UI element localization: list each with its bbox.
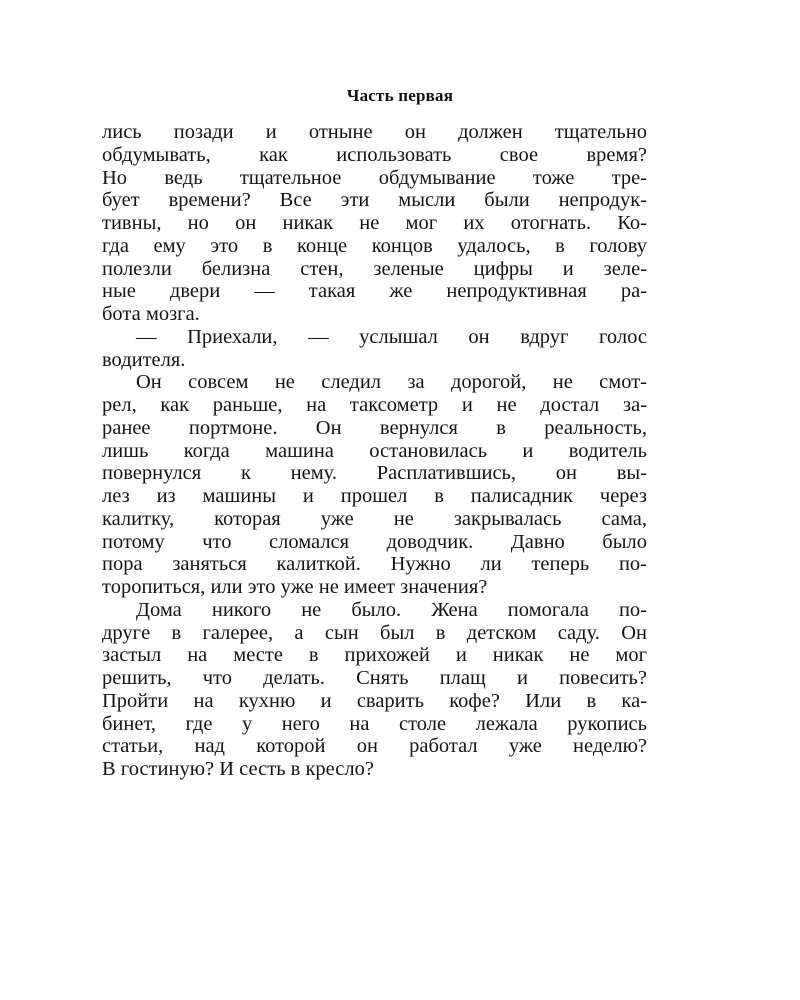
text-line: бует времени? Все эти мысли были непродук- (102, 189, 647, 212)
text-line: лись позади и отныне он должен тщательно (102, 121, 647, 143)
paragraph (102, 371, 647, 599)
text-line: лишь когда машина остановилась и водитель (102, 439, 647, 462)
body-text (102, 121, 647, 781)
text-line: ные двери — такая же непродуктивная ра- (102, 280, 647, 303)
text-line: рел, как раньше, на таксометр и не достал за- (102, 394, 647, 416)
text-line: Он совсем не следил за дорогой, не смот- (136, 371, 647, 394)
text-line: тивны, но он никак не мог их отогнать. Ко- (102, 212, 647, 234)
text-line: обдумывать, как использовать свое время? (102, 143, 647, 166)
text-line: лез из машины и прошел в палисадник через (102, 485, 647, 507)
paragraph (102, 326, 647, 372)
paragraph (102, 121, 647, 326)
text-line: статьи, над которой он работал уже неделю? (102, 735, 647, 758)
text-line: Но ведь тщательное обдумывание тоже тре- (102, 166, 647, 189)
text-line: водителя. (102, 348, 186, 371)
text-line: калитку, которая уже не закрывалась сама, (102, 507, 647, 530)
text-line: полезли белизна стен, зеленые цифры и зеле- (102, 257, 647, 280)
text-line: повернулся к нему. Расплатившись, он вы- (102, 462, 647, 485)
text-line: Дома никого не было. Жена помогала по- (136, 598, 647, 621)
text-line: другe в галерее, а сын был в детском саду. Он (102, 621, 647, 644)
text-line: бота мозга. (102, 303, 200, 325)
text-line: В гостиную? И сесть в кресло? (102, 758, 374, 780)
text-line: застыл на месте в прихожей и никак не мог (102, 644, 647, 667)
paragraph (102, 599, 647, 781)
text-line: — Приехали, — услышал он вдруг голос (136, 325, 647, 348)
running-head-title: Часть первая (346, 86, 454, 105)
text-line: гда ему это в конце концов удалось, в голову (102, 234, 647, 257)
text-line: решить, что делать. Снять плащ и повесить? (102, 667, 647, 689)
text-line: пора заняться калиткой. Нужно ли теперь по- (102, 553, 647, 576)
text-line: бинет, где у него на столе лежала рукопись (102, 712, 647, 735)
text-line: ранее портмоне. Он вернулся в реальность, (102, 416, 647, 439)
text-line: Пройти на кухню и сварить кофе? Или в ка- (102, 689, 647, 712)
text-line: потому что сломался доводчик. Давно было (102, 530, 647, 553)
text-line: торопиться, или это уже не имеет значения? (102, 576, 488, 598)
